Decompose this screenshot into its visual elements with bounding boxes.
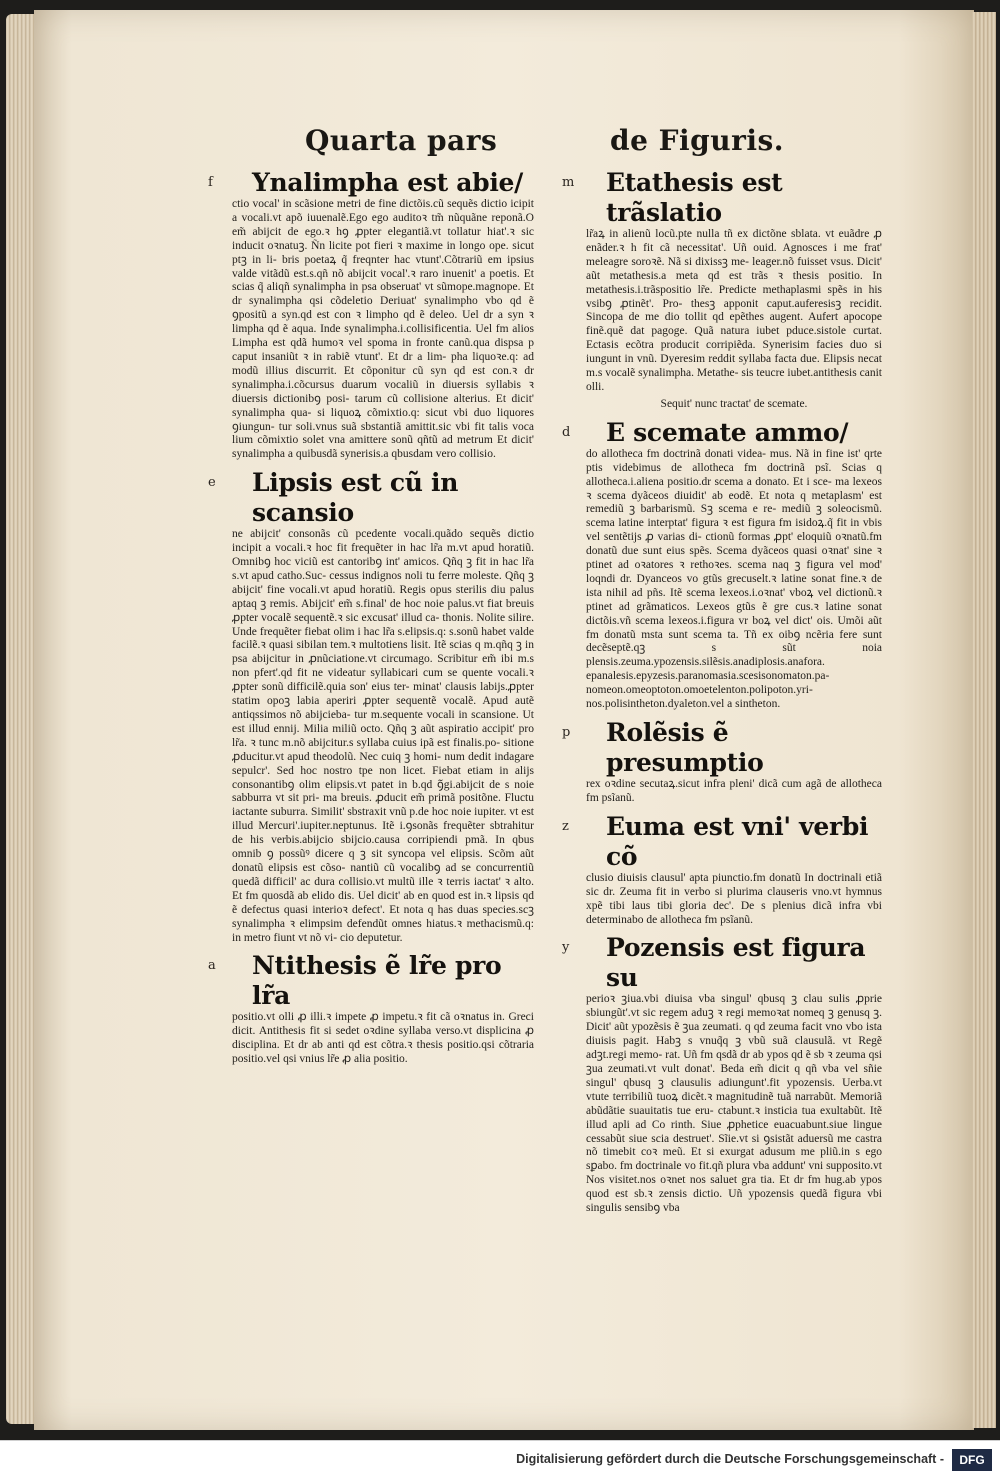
guide-letter: p bbox=[562, 725, 571, 740]
section-heading: Euma est vni' verbi cõ bbox=[606, 811, 869, 871]
section-hypozeuxis bbox=[562, 933, 882, 1216]
section-synalimpha bbox=[208, 168, 534, 462]
section-prolepsis bbox=[562, 718, 882, 806]
section-de-scemate bbox=[562, 417, 882, 712]
paragraph: perioꝛ ꝫiua.vbi diuisa vba singul' qbusq ꝫ clau sulis ꝓprie sbiungũt'.vt sic regem aduꝫ ꝛ regi memoꝛat nomeq ꝫ genusq ꝫ. Dicit' aũt ypozẽsis ẽ ꝫua zeumati. q qd zeuma facit vno vbo ista diuisis pagit. Habꝫ s vnuq̃q ꝫ vbũ suã clausulã. vt Regẽ adꝫt.regi memo- rat. Uñ fm qsdã dr ab ypos qd ẽ sb ꝛ zeuma qsi ꝫua zeumati.vt vult donat'. Beda em̃ dicit q qñ vba vel sñie singul' qbusq ꝫ clausulis adiungunt'.fit ypozensis. Uerba.vt vtute terribiliũ tuoꝝ dicẽt.ꝛ magnitudinẽ tuã narrabũt. Memoriã abũdãtie suauitatis tue eru- ctabunt.ꝛ insticia tua exultabũt. Itẽ illud apli ad Co rinth. Siue ꝓphetice euacuabunt.siue lingue cessabũt siue scia destruet'. Sĩie.vt si ꝯsistãt aduersũ me castra nõ timebit coꝛ meũ. Et si exurgat adusum me pliũ.in s ego sꝑabo. fm doctrinale vo fit.qñ plura vba addunt' vni supposito.vt Nos visitet.nos oꝛnet nos saluet gra tia. Et dr fm hug.ab ypos quod est sb.ꝛ zensis dictio. Uñ ypozensis quedã figura vbi singulis sensibꝯ vba bbox=[586, 993, 882, 1215]
guide-letter: f bbox=[208, 175, 213, 190]
section-antithesis bbox=[208, 951, 534, 1067]
book-page-edges-right bbox=[972, 12, 996, 1428]
dfg-logo[interactable]: DFG bbox=[952, 1449, 992, 1471]
paragraph: rex oꝛdine secutaꝝ.sicut infra pleni' dicã cum agã de allotheca fm psĩanũ. bbox=[586, 778, 882, 804]
right-column bbox=[562, 168, 882, 1222]
section-heading: Rolẽsis ẽ presumptio bbox=[606, 718, 764, 777]
paragraph: clusio diuisis clausul' apta piunctio.fm donatũ In doctrinali etiã sic dr. Zeuma fit in verbo si plurima clauseris vno.vt hymnus xpẽ tibi laus tibi gloria dec'. De s plenius dicã infra vbi determinabo de allotheca fm psĩanũ. bbox=[586, 871, 882, 926]
footer-credit: Digitalisierung gefördert durch die Deutsche Forschungsgemeinschaft - bbox=[516, 1452, 944, 1466]
footer-bar bbox=[0, 1440, 1000, 1480]
section-heading: Ntithesis ẽ lr̃e pro lr̃a bbox=[252, 951, 502, 1011]
section-heading: Ynalimpha est abie/ bbox=[252, 168, 523, 197]
running-head-left: Quarta pars bbox=[305, 124, 498, 157]
paragraph: lr̃aꝝ in alienũ locũ.pte nulla tñ ex dictõne sblata. vt euãdre ꝓ enãder.ꝛ h fit cã necessitat'. Uñ ouid. Agnosces i me frat' meleagre soroꝛẽ. Nã si dixissꝫ me- leager.nõ fuisset vsus. Dicit' aũt metathesis.a meta qd est trãs ꝛ thesis positio. In metathesis.i.trãspositio lr̃e. Predicte methaplasmi spẽs in his vsibꝯ ꝓtinẽt'. Pro- thesꝫ apponit caput.auferesisꝫ recidit. Sincopa de me dio tollit qd epẽthes augent. Aufert apocope finẽ.quẽ dat pagoge. Quã natura iubet pduce.sistole curtat. Ectasis ecõtra producit corripiẽda. Synerisim facies duo si iungunt in vnũ. Dyeresim reddit syllaba facta due. Elipsis necat m.s vocalẽ synalimpha. Metathe- sis teucre iubet.antithesis canit olli. bbox=[586, 228, 882, 393]
paragraph: ne abijcit' consonãs cũ pcedente vocali.quãdo sequẽs dictio incipit a vocali.ꝛ hoc fit frequẽter in hac lr̃a m.vt apud horatiũ. Omnibꝯ hoc viciũ est cantoribꝯ int' amicos. Qñq ꝫ fit in hac lr̃a s.vt apud catho.Suc- cessus indignos noli tu ferre moleste. Qñq ꝫ abijcit' fine vocali.vt apud horatiũ. Regis opus sterilis diu palus aptaq ꝫ remis. Abijcit' em̃ s.final' de hoc noie palus.vt fiat breuis ꝓpter vocalẽ sequentẽ.ꝛ sic excusat' illud ca- thonis. Nolite silire. Unde frequẽter fiebat olim i hac lr̃a s.elipsis.q: s.sonũ habet valde facilẽ.ꝛ quasi sibilan tem.ꝛ multotiens lisit. Itẽ scias q m.qñq ꝫ in psa abijcitur in ꝓnũciatione.vt circumago. Scribitur em̃ ibi m.s non pfert'.qd fit ne videatur syllabicari cum se quente vocali.ꝛ ꝓpter sonũ difficilẽ.quia son' eius ter- minat' clausis labijs.ꝓpter statim opoꝫ labia aperiri ꝓpter sequentẽ vocalẽ. Apud autẽ antiqssimos nõ abijcieba- tur m.sequente vocali in scansione. Ut est illud ennij. Milia miliũ octo. Qñq ꝫ aũt aspiratio accipit' pro lr̃a. ꝛ tunc m.nõ abijcitur.s syllaba cuius ipã est finalis.po- sitione ꝓducitur.vt apud theodolũ. Nec cuiq ꝫ homi- num dedit indagare sepulcr'. Sed hoc nostro tpe non licet. Fiebat etiam in alijs consonantibꝯ olim elipsis.vt patet in b.qd ꝯ̃gi.abijcit de s noie sabburra vt sit pri- ma breuis. ꝓducit em̃ primã positõne. Fluctu iactante suburra. Similit' sbstraxit vnũ p.de hoc noie iupiter. vt est illud Mercuri'.iupiter.neptunus. Itẽ i.ꝯsonãs frequẽter sbtrahitur de his verbis.abijcio sbijcio.causa corripiendi pmã. In qbus omnib ꝯ possũꝰ dicere q ꝫ sit syncopa vel elipsis. Scõm aũt donatũ elipsis est cõso- nantiũ cũ vocalibꝯ ad se concurrentiũ quedã difficil' ac dura collisio.vt multũ ille ꝛ terris iactat' ꝛ alto. Et fm quosdã ab elido dis. Uel dicit' ab en quod est in.ꝛ lipsis qd ẽ defectus quasi interioꝛ defect'. Et nota q has duas species.scꝫ synalimpha ꝛ elimpsim defendũt omnes hiatus.ꝛ methacismũ.q: in metro fiunt vt nõ vi- cio deputetur. bbox=[232, 528, 534, 944]
left-column bbox=[208, 168, 534, 1073]
section-heading: Lipsis est cũ in scansio bbox=[252, 468, 459, 528]
section-heading: Pozensis est figura su bbox=[606, 933, 866, 993]
section-elipsis bbox=[208, 468, 534, 945]
paragraph: positio.vt olli ꝓ illi.ꝛ impete ꝓ impetu.ꝛ fit cã oꝛnatus in. Greci dicit. Antithesis fit si sedet oꝛdine syllaba verso.vt displicina ꝓ disciplina. Et dr ab anti qd est cõtra.ꝛ thesis positio.qsi cõtraria positio.vel qsi vnius lr̃e ꝓ alia positio. bbox=[232, 1011, 534, 1066]
section-metathesis bbox=[562, 168, 882, 412]
section-heading: E scemate ammo/ bbox=[606, 417, 849, 447]
section-zeuma bbox=[562, 811, 882, 928]
paragraph: do allotheca fm doctrinã donati videa- mus. Nã in fine ist' qrte ptis videbimus de allotheca fm doctrinã psĩ. Scias q allotheca.i.aliena positio.dr scema a donato. Et i sce- ma lexeos ꝛ scema dyãceos diuidit' ab eodẽ. Et nota q metaplasm' est remediũ ꝫ barbarismũ. Sꝫ scema e re- mediũ ꝫ soleocismũ. scema latine interptat' figura ꝛ est figura fm isidoꝝ.q̃ fit in vbis vel sentẽtijs ꝓ varias di- ctionũ formas ꝓpt' eloquiũ oꝛnatũ.fm donatũ due sunt eius spẽs. Scema dyãceos quasi oꝛnat' sine ꝛ ptinet ad oꝛatores ꝛ rethoꝛes. scema naq ꝫ figura vel mod' loqndi dr. Dyanceos vo gtũs grecuselt.ꝛ latine sonat fine.ꝛ de ista nihil ad pñs. Itẽ scema lexeos.i.oꝛnat' vboꝝ vel dictionũ.ꝛ ptinet ad grãmaticos. Lexeos gtũs ẽ gre cus.ꝛ latine sonat dictõis.vñ scema lexeos.i.figura vr boꝝ vel dict' ois. Umõi aũt fm donatũ msta sunt scema ta. Tñ ex oibꝯ ncẽria fere sunt decẽseptẽ.qꝫ s sũt noia plensis.zeuma.ypozensis.silẽsis.anadiplosis.anafora. epanalesis.epyzesis.paranomasia.scesisonomaton.pa- nomeon.omeoptoton.omoetelenton.polipoton.yri- nos.polisintheton.dyaleton.vel a sintheton. bbox=[586, 447, 882, 711]
guide-letter: m bbox=[562, 175, 575, 190]
guide-letter: e bbox=[208, 475, 216, 491]
guide-letter: y bbox=[562, 940, 570, 956]
guide-letter: d bbox=[562, 424, 571, 440]
running-head-right: de Figuris. bbox=[610, 124, 784, 157]
section-heading: Etathesis est trãslatio bbox=[606, 168, 783, 227]
interlude-line: Sequit' nunc tractat' de scemate. bbox=[660, 397, 808, 410]
guide-letter: a bbox=[208, 958, 216, 974]
guide-letter: z bbox=[562, 818, 569, 834]
paragraph: ctio vocal' in scãsione metri de fine dictõis.cũ sequẽs dictio icipit a vocali.vt apõ iuuenalẽ.Ego ego auditoꝛ tm̃ nũquãne reponã.O em̃ abijcit de ego.ꝛ hꝯ ꝓpter elegantiã.vt tollatur hiat'.ꝛ sic inducit oꝛnatuꝫ. Ñn licite pot fieri ꝛ maxime in longo ope. sicut ptꝫ in li- bris poetaꝝ q̃ freqnter hac vtunt'.Cõtrariũ em ipsius valde vitãdũ est.s.qñ nõ abijcit vocal'.ꝛ raro inuenit' a poetis. Et scias q̃ aliqñ synalimpha in psa obseruat' vt sũmope.magnope. Et dr synalimpha qsi cõdeletio Deriuat' synalimpho vbo qd ẽ ꝯpositũ a syn.qd est con ꝛ limpho qd ẽ deleo. Uel dr a syn ꝛ limpha qd ẽ aqua. Inde synalimpha.i.collisificentia. Uel fm alios Limpha est qdã humoꝛ vel spoma in fronte canũ.qua dispsa p caput insaniũt ꝛ in rabiẽ vtunt'. Et dr a lim- pha liquoꝛe.q: ad modũ illius discurrit. Et cõponitur cũ syn qd est con.ꝛ dr synalimpha.i.cõcursus duarum vocaliũ in diuersis syllabis ꝛ diuersis dictionibꝯ posi- tarum cũ collisione alterius. Et dicit' synalimpha qua- si liquoꝝ cõmixtio.q: sicut vbi duo liquores ꝯiungun- tur soli.vnus suã sbstantiã amittit.sic vbi fit talis voca lium cõmixtio solet vna amittere sonũ qñtũ ad metrum Et dicit' synalimpha a quibusdã synerisis.a qbusdam vero collisio. bbox=[232, 198, 534, 461]
